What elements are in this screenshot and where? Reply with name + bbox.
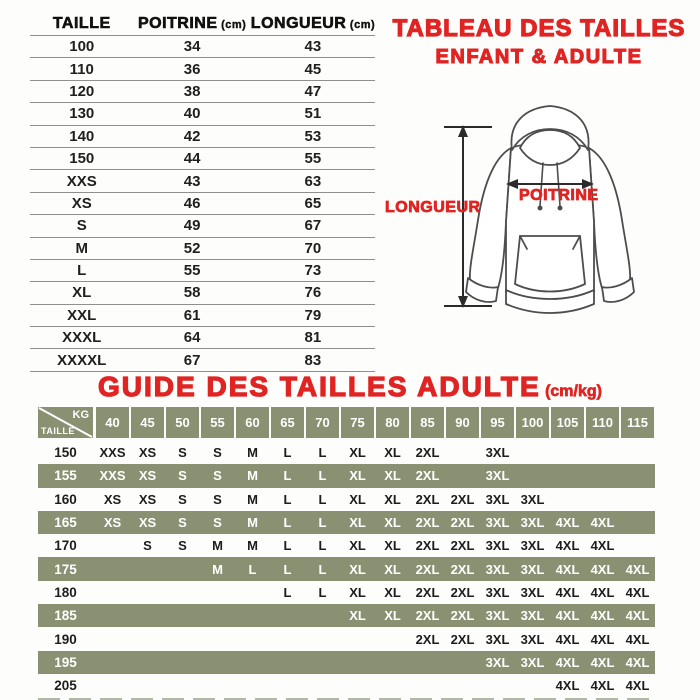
guide-size-cell: 3XL	[485, 468, 510, 484]
child-size-cell: L	[30, 259, 134, 281]
guide-size-cell: 3XL	[485, 608, 510, 624]
height-label: 155	[54, 468, 77, 484]
guide-size-cell: XL	[349, 538, 366, 554]
guide-size-cell: XS	[138, 491, 157, 507]
weight-header-cell: 65	[270, 407, 305, 438]
guide-size-cell: 4XL	[555, 678, 580, 694]
guide-size-cell: XS	[138, 445, 157, 461]
guide-size-cell: L	[283, 561, 292, 577]
guide-size-cell: 4XL	[590, 561, 615, 577]
guide-size-cell: S	[213, 491, 222, 507]
child-size-cell: 47	[251, 80, 375, 102]
guide-size-cell: 2XL	[450, 491, 475, 507]
guide-size-cell: 4XL	[625, 608, 650, 624]
child-size-cell: 43	[134, 170, 251, 192]
corner-cell	[38, 407, 93, 438]
child-size-cell: XXS	[30, 170, 134, 192]
height-label: 205	[54, 678, 77, 694]
guide-size-cell: 4XL	[555, 561, 580, 577]
child-size-cell: 76	[251, 282, 375, 304]
guide-size-cell: XS	[138, 468, 157, 484]
height-label: 195	[54, 654, 77, 670]
guide-size-cell: 3XL	[520, 584, 545, 600]
child-size-cell: 53	[251, 125, 375, 147]
guide-size-cell: XS	[103, 515, 122, 531]
guide-size-cell: 3XL	[520, 561, 545, 577]
guide-size-cell: 3XL	[485, 491, 510, 507]
weight-header-cell: 85	[410, 407, 445, 438]
height-label: 175	[54, 561, 77, 577]
child-size-cell: 34	[134, 36, 251, 58]
guide-size-cell: 4XL	[625, 678, 650, 694]
guide-size-cell: L	[318, 561, 327, 577]
length-measure-label: LONGUEUR	[385, 199, 481, 216]
height-label: 160	[54, 491, 77, 507]
guide-size-cell: 2XL	[450, 584, 475, 600]
guide-size-cell: 2XL	[415, 468, 440, 484]
child-size-cell: 38	[134, 80, 251, 102]
guide-size-cell: M	[212, 561, 223, 577]
child-size-cell: 79	[251, 304, 375, 326]
weight-header-cell: 115	[620, 407, 655, 438]
child-size-cell: 63	[251, 170, 375, 192]
guide-size-cell: XL	[349, 584, 366, 600]
guide-size-cell: 3XL	[485, 538, 510, 554]
guide-size-cell: 4XL	[555, 584, 580, 600]
guide-size-cell: 3XL	[485, 654, 510, 670]
guide-row	[38, 627, 655, 650]
guide-size-cell: XL	[384, 491, 401, 507]
guide-size-cell: S	[178, 468, 187, 484]
guide-size-cell: XL	[384, 538, 401, 554]
weight-header-cell: 100	[515, 407, 550, 438]
guide-size-cell: XL	[349, 561, 366, 577]
guide-size-cell: S	[178, 515, 187, 531]
child-size-cell: 100	[30, 36, 134, 58]
guide-size-cell: L	[283, 468, 292, 484]
child-size-cell: 46	[134, 192, 251, 214]
guide-size-cell: L	[318, 468, 327, 484]
child-size-row	[30, 349, 375, 371]
child-size-cell: 55	[134, 259, 251, 281]
guide-size-cell: XL	[349, 608, 366, 624]
child-size-row	[30, 282, 375, 304]
child-size-cell: XS	[30, 192, 134, 214]
guide-size-cell: M	[247, 491, 258, 507]
guide-size-cell: L	[318, 584, 327, 600]
guide-size-cell: 2XL	[415, 608, 440, 624]
child-size-row	[30, 103, 375, 125]
guide-size-cell: 3XL	[520, 491, 545, 507]
child-size-cell: 67	[251, 215, 375, 237]
child-size-cell: 49	[134, 215, 251, 237]
child-size-row	[30, 192, 375, 214]
child-size-cell: 64	[134, 327, 251, 349]
guide-size-cell: XL	[349, 491, 366, 507]
guide-row	[38, 464, 655, 487]
child-size-table	[30, 12, 375, 372]
guide-row	[38, 581, 655, 604]
guide-row	[38, 488, 655, 511]
child-size-cell: 67	[134, 349, 251, 371]
guide-size-cell: 2XL	[450, 538, 475, 554]
child-size-row	[30, 80, 375, 102]
child-size-cell: 51	[251, 103, 375, 125]
child-size-row	[30, 259, 375, 281]
height-label: 165	[54, 515, 77, 531]
child-size-column-header: TAILLE	[30, 12, 134, 36]
child-size-row	[30, 170, 375, 192]
height-label: 190	[54, 631, 77, 647]
weight-header-cell: 95	[480, 407, 515, 438]
guide-size-cell: XS	[103, 491, 122, 507]
corner-kg-label: KG	[72, 409, 89, 421]
chest-measure-label: POITRINE	[519, 187, 599, 204]
guide-size-cell: 3XL	[485, 445, 510, 461]
guide-table-body	[38, 441, 655, 697]
guide-size-cell: M	[247, 538, 258, 554]
guide-size-cell: 3XL	[485, 561, 510, 577]
guide-size-cell: 4XL	[625, 584, 650, 600]
guide-size-cell: S	[178, 538, 187, 554]
guide-title	[40, 371, 660, 403]
guide-size-cell: L	[318, 538, 327, 554]
guide-size-cell: 4XL	[625, 654, 650, 670]
height-label: 150	[54, 445, 77, 461]
guide-size-cell: 2XL	[415, 515, 440, 531]
weight-header-cell: 80	[375, 407, 410, 438]
guide-size-cell: 4XL	[590, 654, 615, 670]
child-size-cell: 43	[251, 36, 375, 58]
guide-size-cell: S	[213, 468, 222, 484]
guide-size-cell: XL	[384, 515, 401, 531]
guide-size-cell: 2XL	[415, 584, 440, 600]
guide-size-cell: 4XL	[555, 631, 580, 647]
guide-size-cell: XXS	[99, 468, 126, 484]
child-size-cell: 40	[134, 103, 251, 125]
weight-header-cell: 90	[445, 407, 480, 438]
guide-size-cell: L	[283, 445, 292, 461]
guide-row	[38, 557, 655, 580]
guide-title-unit: (cm/kg)	[545, 383, 602, 400]
guide-size-cell: 3XL	[520, 654, 545, 670]
guide-size-cell: S	[143, 538, 152, 554]
guide-size-cell: XL	[384, 445, 401, 461]
guide-size-cell: M	[212, 538, 223, 554]
guide-size-cell: M	[247, 445, 258, 461]
guide-size-cell: 4XL	[590, 538, 615, 554]
child-size-cell: 120	[30, 80, 134, 102]
child-size-cell: 83	[251, 349, 375, 371]
guide-title-text: GUIDE DES TAILLES ADULTE	[98, 371, 541, 402]
weight-header-cell: 105	[550, 407, 585, 438]
guide-size-cell: 4XL	[555, 654, 580, 670]
guide-size-cell: 4XL	[590, 608, 615, 624]
child-size-cell: 81	[251, 327, 375, 349]
child-size-cell: XXXL	[30, 327, 134, 349]
hoodie-left-sleeve	[470, 148, 511, 289]
guide-size-cell: S	[213, 445, 222, 461]
guide-size-cell: 2XL	[415, 491, 440, 507]
guide-size-cell: L	[283, 491, 292, 507]
guide-size-cell: 2XL	[415, 445, 440, 461]
child-size-cell: 65	[251, 192, 375, 214]
guide-size-cell: 3XL	[485, 631, 510, 647]
child-size-cell: 55	[251, 147, 375, 169]
guide-size-cell: 4XL	[590, 584, 615, 600]
guide-size-cell: 4XL	[555, 608, 580, 624]
guide-size-cell: 3XL	[520, 631, 545, 647]
guide-size-cell: XS	[138, 515, 157, 531]
guide-row	[38, 511, 655, 534]
child-size-row	[30, 237, 375, 259]
hoodie-right-sleeve	[589, 148, 630, 289]
guide-size-cell: L	[318, 491, 327, 507]
child-size-cell: XXXXL	[30, 349, 134, 371]
guide-size-cell: 4XL	[590, 678, 615, 694]
child-size-cell: 140	[30, 125, 134, 147]
guide-size-cell: 3XL	[520, 538, 545, 554]
child-size-row	[30, 304, 375, 326]
guide-size-cell: XL	[384, 608, 401, 624]
guide-size-cell: 4XL	[625, 631, 650, 647]
guide-size-cell: M	[247, 515, 258, 531]
guide-size-cell: S	[178, 491, 187, 507]
guide-size-cell: 3XL	[485, 515, 510, 531]
guide-size-cell: XL	[349, 515, 366, 531]
child-size-cell: 52	[134, 237, 251, 259]
guide-size-cell: 2XL	[415, 561, 440, 577]
guide-size-cell: 4XL	[625, 561, 650, 577]
guide-size-cell: 4XL	[555, 538, 580, 554]
child-size-row	[30, 125, 375, 147]
guide-size-cell: XL	[384, 468, 401, 484]
guide-size-cell: 2XL	[450, 608, 475, 624]
child-size-cell: 58	[134, 282, 251, 304]
guide-size-cell: XL	[384, 584, 401, 600]
child-size-cell: 44	[134, 147, 251, 169]
guide-row	[38, 674, 655, 697]
height-label: 185	[54, 608, 77, 624]
child-size-row	[30, 58, 375, 80]
child-size-cell: 61	[134, 304, 251, 326]
guide-size-cell: L	[318, 445, 327, 461]
guide-header-row	[38, 407, 655, 438]
main-title-line2: ENFANT & ADULTE	[435, 46, 643, 68]
weight-header-cell: 45	[130, 407, 165, 438]
child-size-row	[30, 327, 375, 349]
guide-size-cell: 4XL	[555, 515, 580, 531]
guide-size-cell: XL	[349, 468, 366, 484]
guide-size-cell: 3XL	[485, 584, 510, 600]
guide-size-cell: S	[178, 445, 187, 461]
guide-row	[38, 441, 655, 464]
adult-guide-table	[38, 407, 655, 700]
child-size-cell: XXL	[30, 304, 134, 326]
guide-size-cell: 2XL	[450, 631, 475, 647]
child-size-table-header	[30, 12, 375, 36]
guide-size-cell: 2XL	[415, 631, 440, 647]
guide-size-cell: L	[283, 515, 292, 531]
weight-header-cell: 75	[340, 407, 375, 438]
child-size-cell: 42	[134, 125, 251, 147]
guide-size-cell: 3XL	[520, 515, 545, 531]
guide-size-cell: 2XL	[450, 515, 475, 531]
child-size-column-header: LONGUEUR (cm)	[251, 12, 375, 36]
main-title-line1: TABLEAU DES TAILLES	[392, 15, 686, 42]
guide-row	[38, 604, 655, 627]
corner-taille-label: TAILLE	[41, 426, 75, 436]
guide-size-cell: L	[283, 538, 292, 554]
guide-size-cell: S	[213, 515, 222, 531]
child-size-column-header: POITRINE (cm)	[134, 12, 251, 36]
weight-header-cell: 50	[165, 407, 200, 438]
guide-size-cell: L	[318, 515, 327, 531]
child-size-row	[30, 36, 375, 58]
child-size-cell: S	[30, 215, 134, 237]
child-size-row	[30, 147, 375, 169]
main-title	[388, 14, 690, 70]
guide-size-cell: XXS	[99, 445, 126, 461]
guide-size-cell: L	[248, 561, 257, 577]
guide-size-cell: L	[283, 584, 292, 600]
height-label: 170	[54, 538, 77, 554]
child-size-cell: M	[30, 237, 134, 259]
child-size-cell: 36	[134, 58, 251, 80]
guide-row	[38, 534, 655, 557]
child-size-cell: XL	[30, 282, 134, 304]
guide-size-cell: 4XL	[590, 631, 615, 647]
guide-row	[38, 651, 655, 674]
child-size-cell: 73	[251, 259, 375, 281]
weight-header-cell: 110	[585, 407, 620, 438]
guide-size-cell: XL	[384, 561, 401, 577]
weight-header-cell: 40	[95, 407, 130, 438]
weight-header-cell: 70	[305, 407, 340, 438]
guide-size-cell: 3XL	[520, 608, 545, 624]
height-label: 180	[54, 584, 77, 600]
child-size-cell: 110	[30, 58, 134, 80]
weight-header-cell: 55	[200, 407, 235, 438]
child-size-row	[30, 215, 375, 237]
guide-size-cell: XL	[349, 445, 366, 461]
child-size-table-body	[30, 36, 375, 372]
child-size-cell: 130	[30, 103, 134, 125]
child-size-cell: 150	[30, 147, 134, 169]
guide-size-cell: M	[247, 468, 258, 484]
guide-size-cell: 2XL	[415, 538, 440, 554]
guide-size-cell: 4XL	[590, 515, 615, 531]
guide-size-cell: 2XL	[450, 561, 475, 577]
child-size-cell: 45	[251, 58, 375, 80]
weight-header-cell: 60	[235, 407, 270, 438]
child-size-cell: 70	[251, 237, 375, 259]
